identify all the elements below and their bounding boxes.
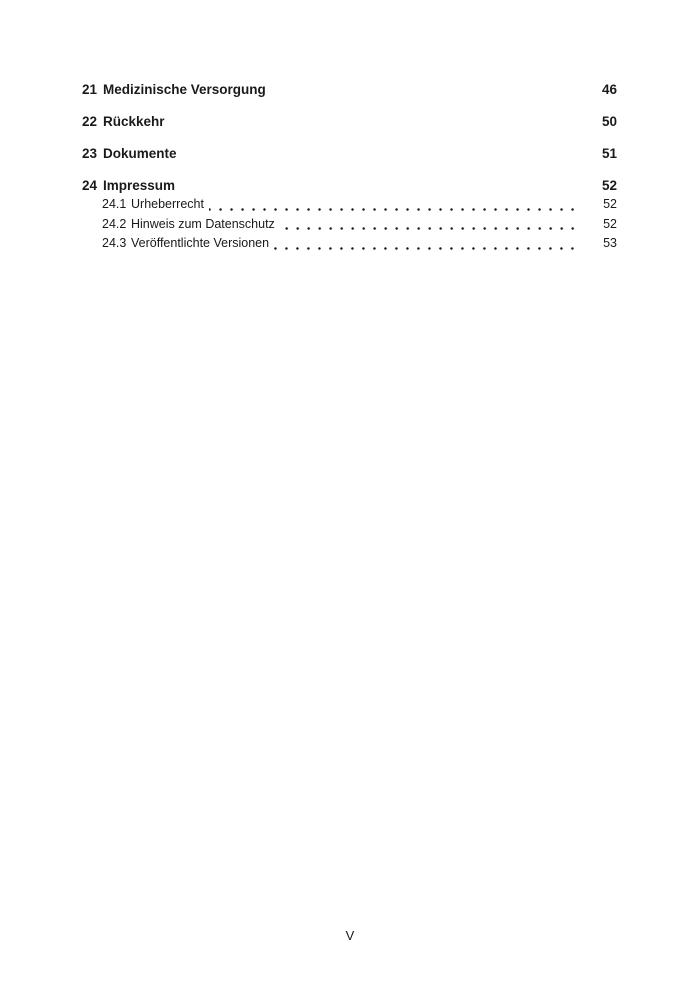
chapter-title: Rückkehr (103, 114, 165, 129)
section-number: 24.3 (102, 236, 127, 250)
dot-leader (274, 234, 578, 254)
section-title: Veröffentlichte Versionen (131, 236, 270, 250)
toc-chapter-block (82, 179, 617, 254)
section-number: 24.1 (102, 197, 127, 211)
dot-leader (209, 195, 578, 215)
chapter-title: Medizinische Versorgung (103, 82, 266, 97)
table-of-contents (82, 83, 617, 272)
section-title: Urheberrecht (131, 197, 204, 211)
chapter-title: Impressum (103, 178, 176, 193)
chapter-page-number: 51 (601, 146, 617, 161)
toc-chapter-entry[interactable] (82, 83, 617, 97)
section-page-number: 52 (603, 197, 617, 211)
toc-chapter-block (82, 115, 617, 129)
chapter-number: 22 (82, 114, 98, 129)
section-number: 24.2 (102, 216, 127, 231)
dot-leader (280, 215, 578, 235)
footer-page-number: V (345, 928, 355, 943)
toc-section-entry[interactable] (102, 215, 617, 235)
section-title: Hinweis zum Datenschutz (131, 216, 275, 231)
chapter-number: 23 (82, 146, 98, 161)
section-page-number: 53 (603, 236, 617, 250)
toc-section-list (82, 195, 617, 254)
toc-chapter-block (82, 83, 617, 97)
chapter-page-number: 52 (601, 178, 617, 193)
toc-chapter-entry[interactable] (82, 115, 617, 129)
chapter-page-number: 50 (601, 114, 617, 129)
toc-chapter-entry[interactable] (82, 179, 617, 193)
section-page-number: 52 (603, 216, 617, 231)
chapter-number: 24 (82, 178, 98, 193)
chapter-title: Dokumente (103, 146, 177, 161)
toc-chapter-entry[interactable] (82, 147, 617, 161)
toc-section-entry[interactable] (102, 234, 617, 254)
toc-section-entry[interactable] (102, 195, 617, 215)
chapter-number: 21 (82, 82, 98, 97)
toc-chapter-block (82, 147, 617, 161)
chapter-page-number: 46 (601, 82, 617, 97)
